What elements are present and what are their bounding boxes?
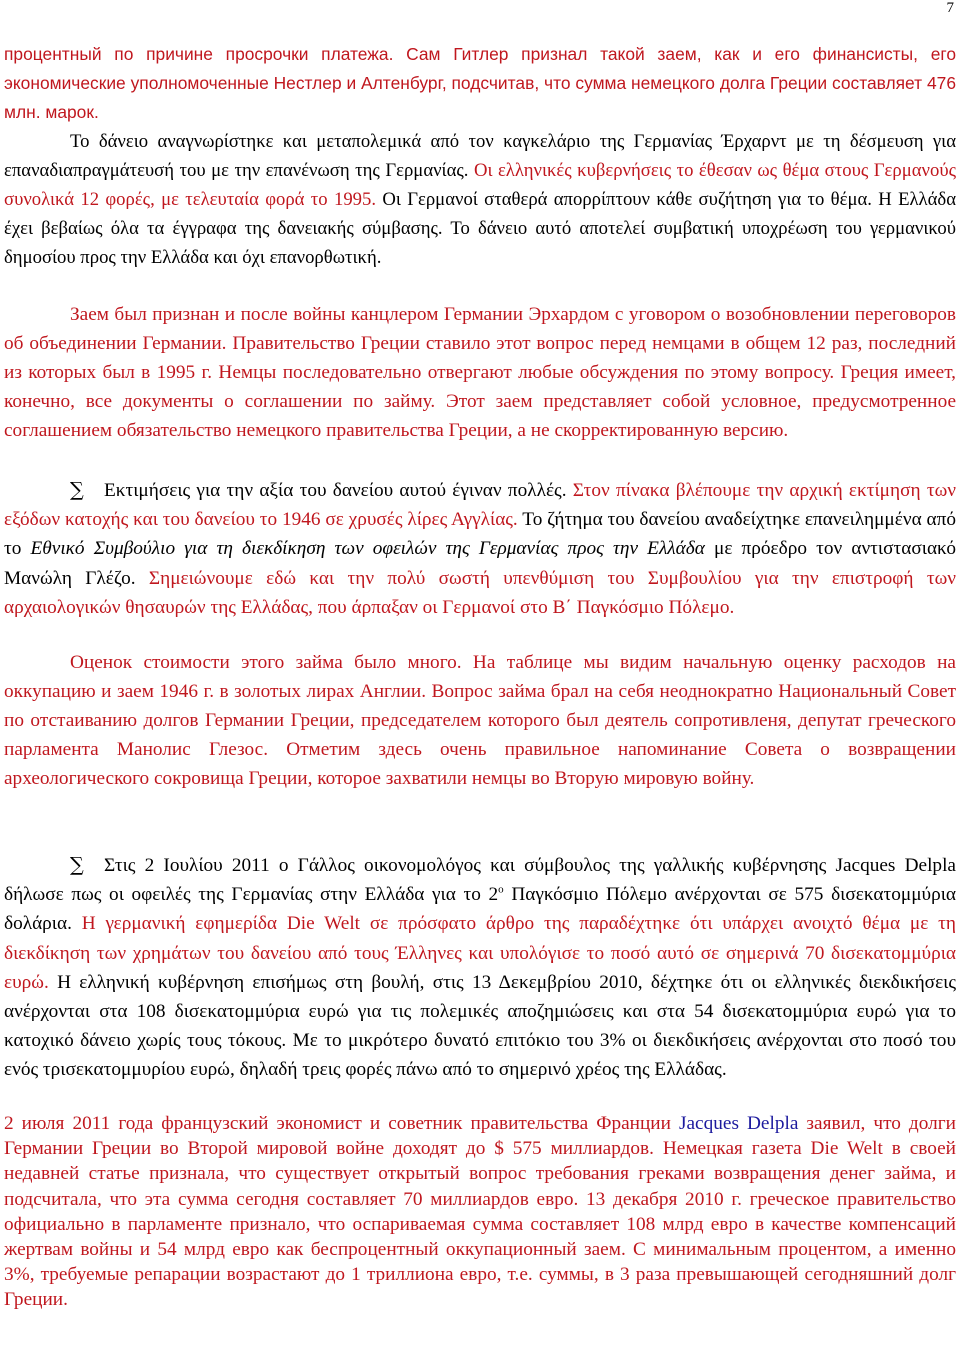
paragraph-greek-1 (4, 127, 956, 272)
greek-2-a: Εκτιμήσεις για την αξία του δανείου αυτού έγιναν πολλές. (104, 480, 567, 501)
ordinal-superscript: ο (498, 883, 504, 896)
paragraph-russian-2: Заем был признан и после войны канцлером Германии Эрхардом с уговором о возобновлении переговоров об объединении Германии. Правительство Греции ставило этот вопрос перед немцами в общем 12 раз, последний из которых был в 1995 г. Немцы последовательно отвергают любые обсуждения по этому вопросу. Греция имеет, конечно, все документы о соглашении по займу. Этот заем представляет собой условное, предусмотренное соглашением обязательство немецкого правительства Греции, а не скорректированную версию. (4, 304, 956, 441)
greek-3-d: Η ελληνική κυβέρνηση επισήμως στη βουλή, στις 13 Δεκεμβρίου 2010, δέχτηκε ότι οι ελληνικές διεκδικήσεις ανέρχονται στα 108 δισεκατομμύρια ευρώ για τις πολεμικές αποζημιώσεις και στα 54 δισεκατομμύρια ευρώ για το κατοχικό δάνειο χωρίς τους τόκους. Με το μικρότερο δυνατό επιτόκιο του 3% οι διεκδικήσεις ανέρχονται στο ποσό του ενός τρισεκατομμυρίου ευρώ, δηλαδή τρεις φορές πάνω από το σημερινό χρέος της Ελλάδας. (4, 971, 956, 1081)
paragraph-russian-1: процентный по причине просрочки платежа. Сам Гитлер признал такой заем, как и его финансисты, его экономические уполномоченные Нестлер и Алтенбург, подсчитав, что сумма немецкого долга Греции составляет 476 млн. марок. (4, 44, 956, 122)
greek-1-text-2: Οι Γερμανοί σταθερά απορρίπτουν κάθε συζήτηση για το θέμα. Η Ελλάδα έχει βεβαίως όλα τα έγγραφα της δανειακής σύμβασης. Το δάνειο αυτό αποτελεί συμβατική υποχρέωση του γερμανικού δημοσίου προς την Ελλάδα και όχι επανορθωτική. (4, 189, 956, 268)
greek-2-c: Το ζήτημα του δανείου αναδείχτηκε επανειλημμένα από το (4, 509, 956, 560)
greek-1-text: Το δάνειο αναγνωρίστηκε και μεταπολεμικά από τον καγκελάριο της Γερμανίας Έρχαρντ με τη δέσμευση για επαναδιαπραγμάτευσή του με την επανένωση της Γερμανίας. (4, 131, 956, 181)
sigma-bullet-icon-2: ∑ (70, 853, 84, 876)
greek-2-b: Στον πίνακα βλέπουμε την αρχική εκτίμηση των εξόδων κατοχής και του δανείου το 1946 σε χρυσές λίρες Αγγλίας. (4, 480, 956, 531)
greek-3-b: Παγκόσμιο Πόλεμο ανέρχονται σε 575 δισεκατομμύρια δολάρια. (4, 884, 956, 935)
russian-4-b: заявил, что долги Германии Греции во Второй мировой войне доходят до $ 575 миллиардов. Немецкая газета Die Welt в своей недавней статье признала, что существует открытый вопрос требования греками возвращения денег займа, и подсчитала, что эта сумма сегодня составляет 70 миллиардов евро. 13 декабря 2010 г. греческое правительство официально в парламенте признало, что оспариваемая сумма составляет 108 млрд евро в качестве компенсаций жертвам войны и 54 млрд евро как беспроцентный оккупационный заем. С минимальным процентом, а именно 3%, требуемые репарации возрастают до 1 триллиона евро, т.е. суммы, в 3 раза превышающей сегодняшний долг Греции. (4, 1113, 956, 1311)
paragraph-greek-2 (4, 475, 956, 622)
russian-4-a: 2 июля 2011 года французский экономист и советник правительства Франции (4, 1113, 679, 1134)
greek-2-d: με πρόεδρο τον αντιστασιακό Μανώλη Γλέζο. (4, 538, 956, 589)
paragraph-russian-4 (4, 1111, 956, 1313)
paragraph-greek-3 (4, 850, 956, 1085)
page-number: 7 (946, 0, 954, 16)
greek-1-red: Οι ελληνικές κυβερνήσεις το έθεσαν ως θέμα στους Γερμανούς συνολικά 12 φορές, με τελευταία φορά το 1995. (4, 160, 956, 210)
council-name: Εθνικό Συμβούλιο για τη διεκδίκηση των οφειλών της Γερμανίας προς την Ελλάδα (30, 538, 705, 560)
economist-name: Jacques Delpla (678, 1113, 799, 1134)
greek-2-e: Σημειώνουμε εδώ και την πολύ σωστή υπενθύμιση του Συμβουλίου για την επιστροφή των αρχαιολογικών θησαυρών της Ελλάδας, που άρπαξαν οι Γερμανοί στο Β΄ Παγκόσμιο Πόλεμο. (4, 567, 956, 618)
paragraph-russian-3: Оценок стоимости этого займа было много. На таблице мы видим начальную оценку расходов на оккупацию и заем 1946 г. в золотых лирах Англии. Вопрос займа брал на себя неоднократно Национальный Совет по отстаиванию долгов Германии Греции, председателем которого был деятель сопротивленя, депутат греческого парламента Манолис Глезос. Отметим здесь очень правильное напоминание Совета о возвращении археологического сокровища Греции, которое захватили немцы во Вторую мировую войну. (4, 652, 956, 789)
sigma-bullet-icon: ∑ (70, 478, 84, 501)
greek-3-c: Η γερμανική εφημερίδα Die Welt σε πρόσφατο άρθρο της παραδέχτηκε ότι υπάρχει ανοιχτό θέμα με τη διεκδίκηση των χρημάτων του δανείου από τους Έλληνες και υπολόγισε το ποσό αυτό σε σημερινά 70 δισεκατομμύρια ευρώ. (4, 913, 956, 993)
greek-3-a: Στις 2 Ιουλίου 2011 ο Γάλλος οικονομολόγος και σύμβουλος της γαλλικής κυβέρνησης Jacques Delpla δήλωσε πως οι οφειλές της Γερμανίας στην Ελλάδα για το 2 (4, 855, 956, 906)
